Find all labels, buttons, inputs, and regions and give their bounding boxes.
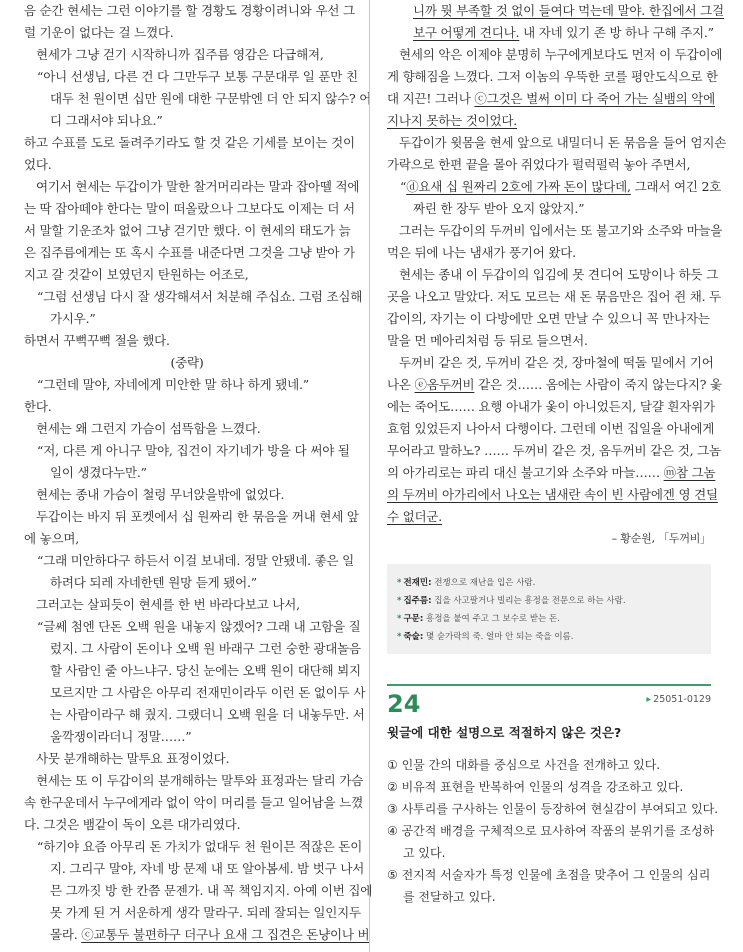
line-text: 의 아가리로는 파리 대신 불고기와 소주와 마늘…… <box>387 465 664 480</box>
passage-left-line <box>24 704 365 726</box>
underlined-text: ⓒ그것은 벌써 이미 다 죽어 가는 실뱀의 악에 <box>474 91 715 106</box>
question-code-text: 25051-0129 <box>653 694 711 705</box>
choice-line: 고 있다. <box>403 846 446 860</box>
line-text: 지고 갈 것같이 보였던지 탄원하는 어조로, <box>24 267 249 282</box>
question-code <box>646 694 711 705</box>
passage-left-line <box>24 506 359 528</box>
underlined-text: 수 없더군. <box>387 509 443 524</box>
passage-left-line <box>24 374 350 396</box>
line-text: 하려다 되레 자네한텐 원망 듣게 됐어.” <box>50 575 257 590</box>
line-text: 음 순간 현세는 그런 이야기를 할 경황도 경황이려니와 우선 그 <box>24 3 355 18</box>
line-text: “그런데 말야, 자네에게 미안한 말 하나 하게 됐네.” <box>37 377 309 392</box>
passage-left-line <box>24 286 363 308</box>
passage-left-line <box>24 880 373 902</box>
line-text: 가락으로 한편 끝을 몰아 쥐었다가 펄럭펄럭 놓아 주면서, <box>387 157 691 172</box>
passage-right-line <box>387 66 718 88</box>
passage-left-line <box>24 836 363 858</box>
line-text: 현세는 종내 이 두갑이의 입김에 못 견디어 도망이나 하듯 그 <box>399 267 718 282</box>
line-text: 지. 그리구 말야, 자네 방 문제 내 또 알아봄세. 밤 벗구 나서 <box>50 861 365 876</box>
passage-right-line <box>387 286 722 308</box>
underlined-text: ⓜ참 그놈 <box>663 465 716 480</box>
line-text: 같은 것…… 옴에는 사람이 죽지 않는다지? 옻 <box>474 377 722 392</box>
passage-left-line <box>24 594 350 616</box>
passage-right-line <box>387 44 723 66</box>
passage-right-line <box>387 198 711 220</box>
glossary-entry <box>397 628 701 646</box>
line-text: 효험 있었든지 나아서 다행이다. 그런데 이번 집일을 아내에게 <box>387 421 715 436</box>
line-text: “ <box>400 179 407 194</box>
choice-line: ② 비유적 표현을 반복하여 인물의 성격을 강조하고 있다. <box>387 780 684 794</box>
line-text: “그래 미안하다구 하든서 이걸 보내데. 정말 안됐네. 좋은 일 <box>37 553 355 568</box>
passage-left-line <box>24 110 350 132</box>
line-text: 말을 먼 메아리처럼 등 뒤로 들으면서. <box>387 333 588 348</box>
passage-left-line <box>24 638 361 660</box>
line-text: 렀지. 그 사람이 돈이나 오백 원 바래구 그런 숭한 광대놀음 <box>50 641 361 656</box>
line-text: 는 딱 잡아떼야 한다는 말이 떠올랐으나 그보다도 이제는 더 서 <box>24 201 355 216</box>
passage-left-line <box>24 484 350 506</box>
underlined-text: 지나지 못하는 것이었다. <box>387 113 518 128</box>
line-text: 현세는 왜 그런지 가슴이 섬뜩함을 느꼈다. <box>36 421 261 436</box>
passage-left-line <box>24 440 350 462</box>
line-text: 은 집주름에게는 또 혹시 수표를 내준다면 그것을 그냥 받아 가 <box>24 245 355 260</box>
passage-left-line <box>24 814 350 836</box>
line-text: 믄 그까짓 방 한 칸쯤 문젠가. 내 꼭 책임지지. 아예 이번 집에 <box>50 883 373 898</box>
passage-right-line <box>387 220 723 242</box>
passage-left-line <box>24 550 355 572</box>
line-text: (중략) <box>170 355 204 370</box>
passage-left-line <box>24 0 355 22</box>
choice-line: ④ 공간적 배경을 구체적으로 묘사하여 작품의 분위기를 조성하 <box>387 824 715 838</box>
passage-left-line <box>24 924 370 946</box>
passage-left-line <box>24 154 350 176</box>
line-text: 울깍쟁이라더니 정말……” <box>50 729 192 744</box>
passage-right-line <box>387 484 718 506</box>
line-text: 하고 수표를 도로 돌려주기라도 할 것 같은 기세를 보이는 것이 <box>24 135 355 150</box>
line-text: 속 한구운데서 누구에게라 없이 악이 머리를 들고 일어남을 느꼈 <box>24 795 363 810</box>
asterisk-icon: * <box>397 632 402 642</box>
glossary-definition: 전쟁으로 재난을 입은 사람. <box>431 578 536 588</box>
passage-left-line <box>24 66 358 88</box>
choice-line: 를 전달하고 있다. <box>403 890 496 904</box>
passage-left-line <box>24 792 363 814</box>
underlined-text: ⓒ교통두 불편하구 더구나 요새 그 집견은 돈냥이나 버 <box>81 927 370 942</box>
question-text: 윗글에 대한 설명으로 적절하지 않은 것은? <box>387 725 622 740</box>
line-text: 먹은 뒤에 나는 냄새가 풍기어 왔다. <box>387 245 576 260</box>
passage-left-line <box>24 462 350 484</box>
column-divider <box>369 0 370 952</box>
passage-right-text <box>387 0 727 528</box>
line-text: 현세가 그냥 걷기 시작하니까 집주름 영감은 다급해져, <box>36 47 324 62</box>
line-text: 두갑이가 윗몸을 현세 앞으로 내밀더니 돈 묶음을 들어 엄지손 <box>399 135 727 150</box>
line-text: 에 놓으며, <box>24 531 80 546</box>
line-text: 가시우.” <box>50 311 96 326</box>
line-text: 었다. <box>24 157 52 172</box>
line-text: 여기서 현세는 두갑이가 말한 찰거머리라는 말과 잡아뗄 적에 <box>36 179 360 194</box>
line-text: “글쎄 첨엔 단돈 오백 원을 내놓지 않겠어? 그래 내 고함을 질 <box>37 619 361 634</box>
line-text: 두갑이는 바지 뒤 포켓에서 십 원짜리 한 묶음을 꺼내 현세 앞 <box>36 509 359 524</box>
glossary-box <box>387 564 711 654</box>
passage-left-line <box>24 572 350 594</box>
passage-left-line <box>24 528 350 550</box>
line-text: “아니 선생님, 다른 건 다 그만두구 보통 구문대루 일 푼만 친 <box>37 69 358 84</box>
glossary-term: 구문: <box>403 614 424 624</box>
passage-left-line <box>24 748 350 770</box>
line-text: 럴 기운이 없다는 걸 느꼈다. <box>24 25 174 40</box>
underlined-text: 보구 어떻게 견디나. <box>413 25 520 40</box>
passage-left-line <box>24 352 350 374</box>
line-text: 현세는 종내 가슴이 철렁 무너앉을밖에 없었다. <box>36 487 285 502</box>
line-text: 다. 그것은 뱀같이 독이 오른 대가리였다. <box>24 817 241 832</box>
passage-left-line <box>24 220 350 242</box>
passage-right-line <box>387 308 711 330</box>
passage-right-line <box>387 176 722 198</box>
line-text: “저, 다른 게 아니구 말야, 집건이 자기네가 방을 다 써야 될 <box>37 443 350 458</box>
underlined-text: ⓔ옴두꺼비 <box>414 377 475 392</box>
line-text: 두꺼비 같은 것, 두꺼비 같은 것, 장마철에 떡돌 밑에서 기어 <box>399 355 714 370</box>
passage-left-line <box>24 198 355 220</box>
passage-right-line <box>387 330 711 352</box>
line-text: 디 그래서야 되나요.” <box>50 113 163 128</box>
passage-left-line <box>24 308 350 330</box>
line-text: 그러고는 살피듯이 현세를 한 번 바라다보고 나서, <box>36 597 300 612</box>
passage-left-line <box>24 22 350 44</box>
passage-right-line <box>387 506 711 528</box>
line-text: 모르지만 그 사람은 아무리 전재민이라두 이런 돈 없이두 사 <box>50 685 366 700</box>
passage-left-line <box>24 330 350 352</box>
question-header <box>387 684 711 720</box>
glossary-entry <box>397 592 701 610</box>
line-text: 몰라. <box>50 927 82 942</box>
passage-right-line <box>387 242 711 264</box>
passage-left-line <box>24 902 361 924</box>
glossary-term: 죽술: <box>403 632 424 642</box>
line-text: 대 지끈! 그러나 <box>387 91 475 106</box>
passage-left-line <box>24 44 350 66</box>
passage-right-line <box>387 0 724 22</box>
glossary-term: 집주름: <box>403 596 432 606</box>
line-text: 그러는 두갑이의 두꺼비 입에서는 또 불고기와 소주와 마늘을 <box>399 223 723 238</box>
asterisk-icon: * <box>397 614 402 624</box>
passage-left-line <box>24 660 361 682</box>
passage-right-line <box>387 88 715 110</box>
line-text: 무어라고 말하노? …… 두꺼비 같은 것, 옴두꺼비 같은 것, 그놈 <box>387 443 721 458</box>
answer-choices <box>387 754 719 908</box>
passage-right-line <box>387 22 714 44</box>
passage-right-line <box>387 154 711 176</box>
line-text: 못 가게 된 거 서운하게 생각 말라구. 되레 잘되는 일인지두 <box>50 905 361 920</box>
line-text: 대두 천 원이면 십만 원에 대한 구문밖엔 더 안 되지 않수? 어 <box>50 91 372 106</box>
underlined-text: ⓓ요새 십 원짜리 2호에 가짜 돈이 많다데, <box>406 179 631 194</box>
asterisk-icon: * <box>397 596 402 606</box>
passage-right-line <box>387 110 711 132</box>
passage-left-line <box>24 132 355 154</box>
line-text: 게 향해짐을 느꼈다. 그저 이놈의 우뚝한 코를 평안도식으로 한 <box>387 69 718 84</box>
glossary-definition: 흥정을 붙여 주고 그 보수로 받는 돈. <box>423 614 560 624</box>
passage-right-line <box>387 440 721 462</box>
line-text: “그럼 선생님 다시 잘 생각해셔서 처분해 주십쇼. 그럼 조심해 <box>37 289 363 304</box>
choice-line: ① 인물 간의 대화를 중심으로 사건을 전개하고 있다. <box>387 758 661 772</box>
question-number: 24 <box>387 690 421 718</box>
glossary-entry <box>397 610 701 628</box>
line-text: 서 말할 기운조차 없어 그냥 걷기만 했다. 이 현세의 태도가 늙 <box>24 223 351 238</box>
choice-line: ③ 사투리를 구사하는 인물이 등장하여 현실감이 부여되고 있다. <box>387 802 719 816</box>
passage-right-line <box>387 462 716 484</box>
passage-left-line <box>24 770 364 792</box>
source-citation: – 황순원, 「두꺼비」 <box>611 532 711 545</box>
line-text: 현세의 악은 이제야 분명히 누구에게보다도 먼저 이 두갑이에 <box>399 47 723 62</box>
line-text: 나온 <box>387 377 415 392</box>
passage-right-line <box>387 352 714 374</box>
line-text: 할 사람인 줄 아느냐구. 당신 눈에는 오백 원이 대단해 뵈지 <box>50 663 361 678</box>
passage-left-line <box>24 176 360 198</box>
line-text: 현세는 또 이 두갑이의 분개해하는 말투와 표정과는 달리 가슴 <box>36 773 364 788</box>
triangle-icon: ▸ <box>646 694 652 705</box>
passage-right-line <box>387 264 718 286</box>
passage-left-line <box>24 616 361 638</box>
underlined-text: 의 두꺼비 아가리에서 나오는 냄새란 속이 빈 사람에겐 영 견딜 <box>387 487 718 502</box>
line-text: 갑이의, 자기는 이 다방에만 오면 만날 수 있으니 꼭 만나자는 <box>387 311 710 326</box>
line-text: 짜린 한 장두 받아 오지 않았지.” <box>413 201 585 216</box>
line-text: 곳을 나오고 말았다. 저도 모르는 새 돈 묶음만은 집어 쥔 채. 두 <box>387 289 722 304</box>
passage-left-line <box>24 396 350 418</box>
passage-left-line <box>24 242 355 264</box>
glossary-definition: 집을 사고팔거나 빌리는 흥정을 전문으로 하는 사람. <box>431 596 626 606</box>
line-text: 에는 죽어도…… 요행 아내가 옻이 아니었든지, 달걀 흰자위가 <box>387 399 715 414</box>
passage-right-line <box>387 396 715 418</box>
passage-left-line <box>24 726 350 748</box>
passage-right-line <box>387 374 722 396</box>
passage-left-line <box>24 264 350 286</box>
choice-line: ⑤ 전지적 서술자가 특정 인물에 초점을 맞추어 그 인물의 심리 <box>387 868 711 882</box>
passage-left-column <box>24 0 373 946</box>
line-text: 사뭇 분개해하는 말투요 표정이었다. <box>36 751 230 766</box>
line-text: “하기야 요즘 아무리 돈 가치가 없대두 천 원이믄 적잖은 돈이 <box>37 839 363 854</box>
line-text: 한다. <box>24 399 52 414</box>
asterisk-icon: * <box>397 578 402 588</box>
line-text: 일이 생겼다누만.” <box>50 465 147 480</box>
line-text: 그래서 여긴 2호 <box>630 179 722 194</box>
underlined-text: 니까 뭣 부족할 것 없이 들여다 먹는데 말야. 한집에서 그걸 <box>413 3 724 18</box>
glossary-term: 전재민: <box>403 578 432 588</box>
passage-left-line <box>24 418 350 440</box>
passage-right-line <box>387 132 727 154</box>
passage-right-column <box>387 0 727 908</box>
glossary-entry <box>397 574 701 592</box>
passage-left-line <box>24 682 366 704</box>
passage-right-line <box>387 418 715 440</box>
line-text: 내 자네 있기 존 방 하나 구해 주지.” <box>519 25 714 40</box>
glossary-definition: 몇 숟가락의 죽. 얼마 안 되는 죽을 이름. <box>423 632 574 642</box>
line-text: 하면서 꾸뻑꾸뻑 절을 했다. <box>24 333 170 348</box>
passage-left-line <box>24 858 365 880</box>
passage-left-line <box>24 88 372 110</box>
line-text: 는 사람이라구 해 줬지. 그랬더니 오백 원을 더 내놓두만. 서 <box>50 707 365 722</box>
